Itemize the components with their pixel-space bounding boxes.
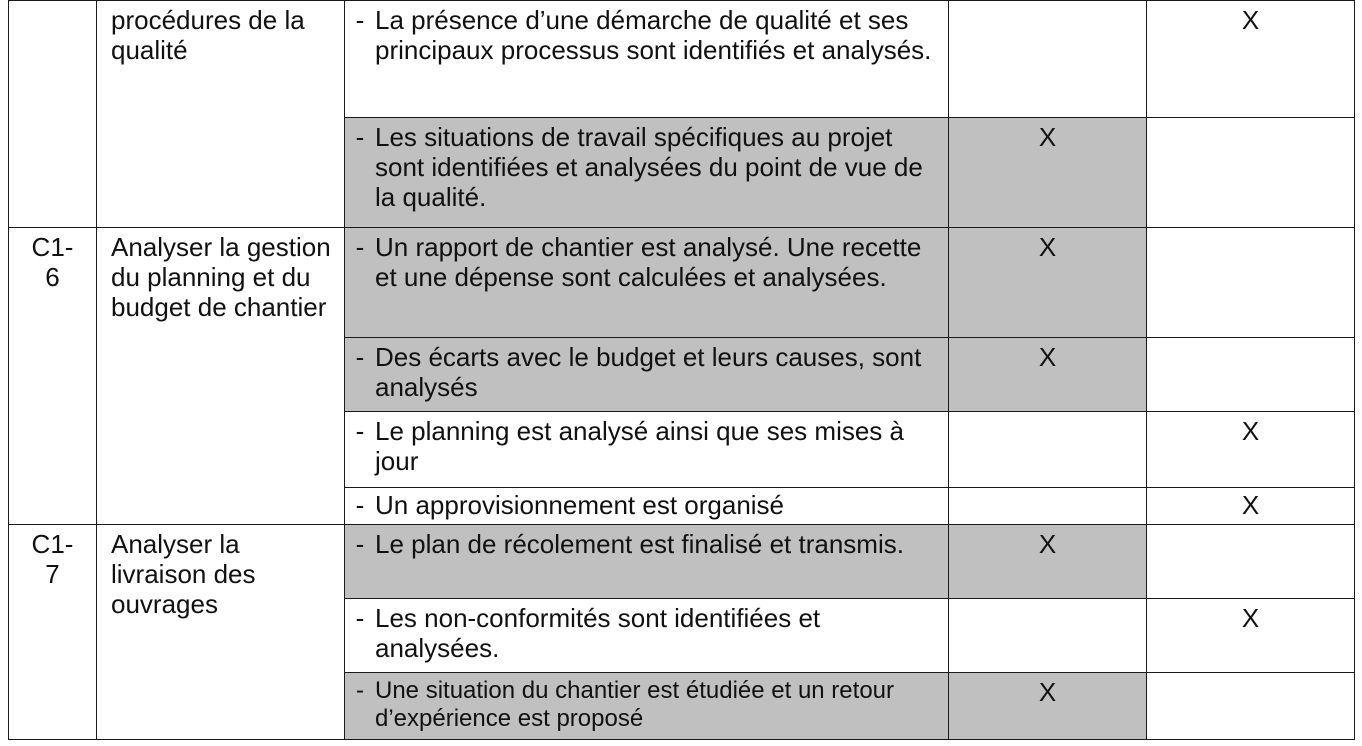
mark-cell: X <box>949 673 1147 740</box>
criterion-text: Une situation du chantier est étudiée et un retour d’expérience est proposé <box>375 677 894 732</box>
competence-label: Analyser la livraison des ouvrages <box>97 525 345 740</box>
competence-label: Analyser la gestion du planning et du budget de chantier <box>97 228 345 525</box>
table-row <box>9 1 1355 118</box>
mark-cell <box>949 412 1147 488</box>
criterion-cell <box>345 338 949 412</box>
mark-cell: X <box>949 118 1147 228</box>
criterion-cell <box>345 118 949 228</box>
mark-cell-2 <box>1147 525 1355 599</box>
mark-cell <box>949 488 1147 525</box>
dash-bullet: - <box>355 490 365 520</box>
mark-cell-2: X <box>1147 412 1355 488</box>
criterion-text: Un rapport de chantier est analysé. Une recette et une dépense sont calculées et analysées. <box>375 232 922 292</box>
dash-bullet: - <box>355 529 365 559</box>
criterion-cell <box>345 228 949 338</box>
criterion-cell <box>345 599 949 673</box>
mark-cell <box>949 599 1147 673</box>
mark-cell-2: X <box>1147 488 1355 525</box>
competence-label: procédures de la qualité <box>97 1 345 228</box>
criterion-text: Des écarts avec le budget et leurs causes, sont analysés <box>375 342 922 402</box>
mark-cell: X <box>949 338 1147 412</box>
criterion-text: Le plan de récolement est finalisé et transmis. <box>375 529 904 559</box>
dash-bullet: - <box>355 342 365 372</box>
competence-code-cell <box>9 1 97 228</box>
dash-bullet: - <box>355 416 365 446</box>
dash-bullet: - <box>355 232 365 262</box>
mark-cell-2: X <box>1147 599 1355 673</box>
mark-cell-2 <box>1147 228 1355 338</box>
mark-cell-2 <box>1147 338 1355 412</box>
document-page <box>8 0 1354 741</box>
criterion-cell <box>345 673 949 740</box>
dash-bullet: - <box>355 5 365 35</box>
criterion-text: Un approvisionnement est organisé <box>375 490 785 520</box>
dash-bullet: - <box>356 677 364 704</box>
criterion-cell <box>345 488 949 525</box>
criterion-text: La présence d’une démarche de qualité et ses principaux processus sont identifiés et analysés. <box>375 5 932 65</box>
criterion-cell <box>345 1 949 118</box>
criterion-text: Les situations de travail spécifiques au projet sont identifiées et analysées du point de vue de la qualité. <box>375 122 923 212</box>
criterion-cell <box>345 412 949 488</box>
criterion-text: Le planning est analysé ainsi que ses mises à jour <box>375 416 904 476</box>
dash-bullet: - <box>355 603 365 633</box>
mark-cell <box>949 1 1147 118</box>
table-row <box>9 525 1355 599</box>
competence-code-cell <box>9 525 97 740</box>
criterion-text: Les non-conformités sont identifiées et analysées. <box>375 603 821 663</box>
criterion-cell <box>345 525 949 599</box>
competence-code-cell <box>9 228 97 525</box>
mark-cell-2 <box>1147 118 1355 228</box>
table-row <box>9 228 1355 338</box>
dash-bullet: - <box>355 122 365 152</box>
mark-cell-2 <box>1147 673 1355 740</box>
competence-code: C1-7 <box>31 529 74 589</box>
competence-table <box>8 0 1355 740</box>
competence-code: C1-6 <box>31 232 74 292</box>
mark-cell: X <box>949 228 1147 338</box>
mark-cell-2: X <box>1147 1 1355 118</box>
mark-cell: X <box>949 525 1147 599</box>
